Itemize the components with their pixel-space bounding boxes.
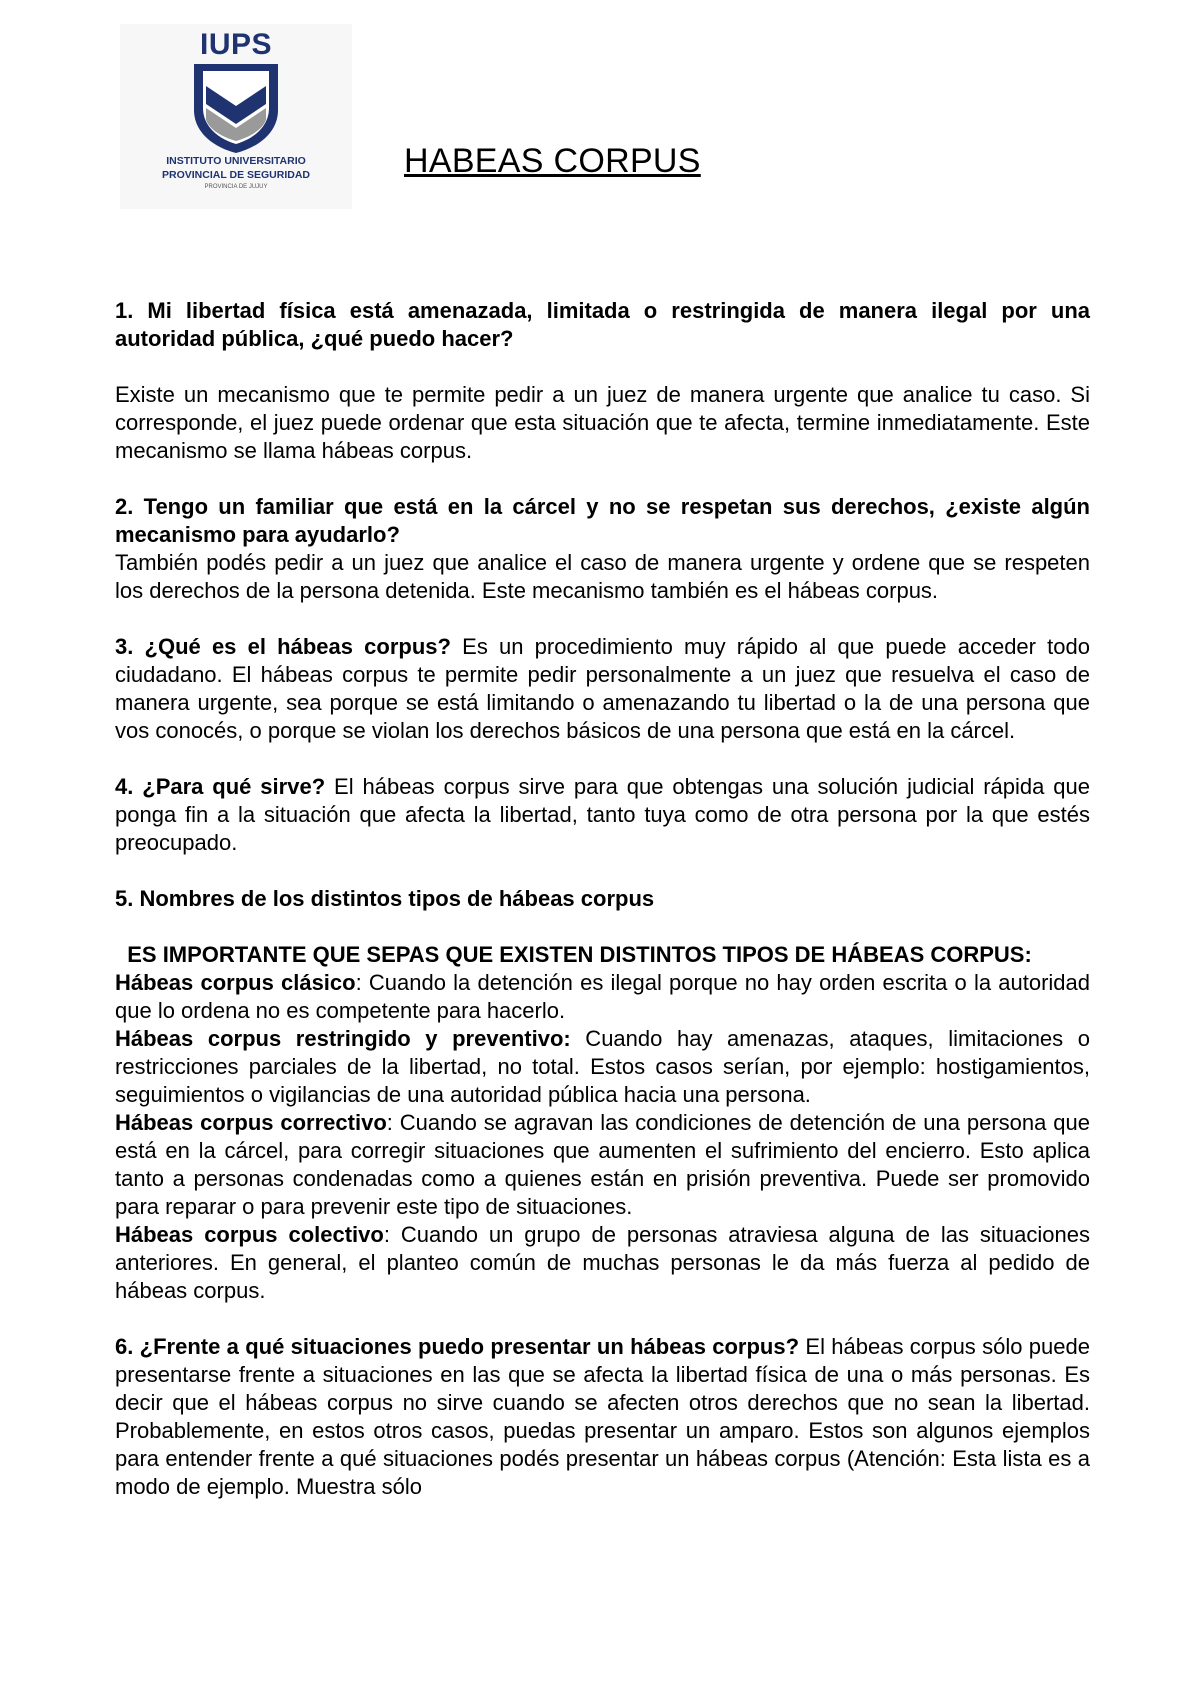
section-3 — [115, 633, 1090, 745]
section-6 — [115, 1333, 1090, 1501]
logo-line-institute: INSTITUTO UNIVERSITARIO — [166, 155, 306, 167]
type-text: : Cuando un grupo de personas atraviesa alguna de las situaciones anteriores. En general, el planteo común de muchas personas le da más fuerza al pedido de hábeas corpus. — [115, 1222, 1090, 1303]
iups-logo — [120, 24, 352, 209]
type-term: Hábeas corpus clásico — [115, 970, 356, 995]
type-correctivo — [115, 1109, 1090, 1221]
types-notice: ES IMPORTANTE QUE SEPAS QUE EXISTEN DISTINTOS TIPOS DE HÁBEAS CORPUS: — [127, 942, 1032, 967]
heading-5: 5. Nombres de los distintos tipos de hábeas corpus — [115, 886, 655, 911]
question-1: 1. Mi libertad física está amenazada, limitada o restringida de manera ilegal por una autoridad pública, ¿qué puedo hacer? — [115, 298, 1090, 351]
type-text: Cuando hay amenazas, ataques, limitaciones o restricciones parciales de la libertad, no total. Estos casos serían, por ejemplo: hostigamientos, seguimientos o vigilancias de una autoridad pública hacia una persona. — [115, 1026, 1090, 1107]
shield-icon — [190, 62, 282, 154]
type-term: Hábeas corpus colectivo — [115, 1222, 384, 1247]
answer-1: Existe un mecanismo que te permite pedir a un juez de manera urgente que analice tu caso. Si corresponde, el juez puede ordenar que esta situación que te afecta, termine inmediatamente. Este mecanismo se llama hábeas corpus. — [115, 382, 1090, 463]
type-restringido — [115, 1025, 1090, 1109]
question-3: 3. ¿Qué es el hábeas corpus? — [115, 634, 451, 659]
question-6: 6. ¿Frente a qué situaciones puedo presentar un hábeas corpus? — [115, 1334, 800, 1359]
logo-acronym: IUPS — [199, 28, 273, 61]
type-term: Hábeas corpus restringido y preventivo: — [115, 1026, 571, 1051]
type-text: : Cuando la detención es ilegal porque no hay orden escrita o la autoridad que lo ordena no es competente para hacerlo. — [115, 970, 1090, 1023]
logo-line-provincial: PROVINCIAL DE SEGURIDAD — [162, 169, 310, 181]
question-4: 4. ¿Para qué sirve? — [115, 774, 326, 799]
question-2: 2. Tengo un familiar que está en la cárcel y no se respetan sus derechos, ¿existe algún mecanismo para ayudarlo? — [115, 494, 1090, 547]
answer-4: El hábeas corpus sirve para que obtengas una solución judicial rápida que ponga fin a la situación que afecta la libertad, tanto tuya como de otra persona por la que estés preocupado. — [115, 774, 1090, 855]
type-clasico — [115, 969, 1090, 1025]
answer-6: El hábeas corpus sólo puede presentarse frente a situaciones en las que se afecta la libertad física de una o más personas. Es decir que el hábeas corpus no sirve cuando se afecten otros derechos que no sean la libertad. Probablemente, en estos otros casos, puedas presentar un amparo. Estos son algunos ejemplos para entender frente a qué situaciones podés presentar un hábeas corpus (Atención: Esta lista es a modo de ejemplo. Muestra sólo — [115, 1334, 1090, 1499]
answer-3: Es un procedimiento muy rápido al que puede acceder todo ciudadano. El hábeas corpus te permite pedir personalmente a un juez que resuelva el caso de manera urgente, sea porque se está limitando o amenazando tu libertad o la de una persona que vos conocés, o porque se violan los derechos básicos de una persona que está en la cárcel. — [115, 634, 1091, 743]
answer-2: También podés pedir a un juez que analice el caso de manera urgente y ordene que se respeten los derechos de la persona detenida. Este mecanismo también es el hábeas corpus. — [115, 550, 1090, 603]
document-body — [115, 297, 1090, 1501]
type-term: Hábeas corpus correctivo — [115, 1110, 387, 1135]
type-colectivo — [115, 1221, 1090, 1305]
section-4 — [115, 773, 1090, 857]
logo-line-province: PROVINCIA DE JUJUY — [204, 184, 268, 190]
document-title: HABEAS CORPUS — [404, 142, 701, 180]
type-text: : Cuando se agravan las condiciones de detención de una persona que está en la cárcel, para corregir situaciones que aumenten el sufrimiento del encierro. Esto aplica tanto a personas condenadas como a quienes están en prisión preventiva. Puede ser promovido para reparar o para prevenir este tipo de situaciones. — [115, 1110, 1090, 1219]
